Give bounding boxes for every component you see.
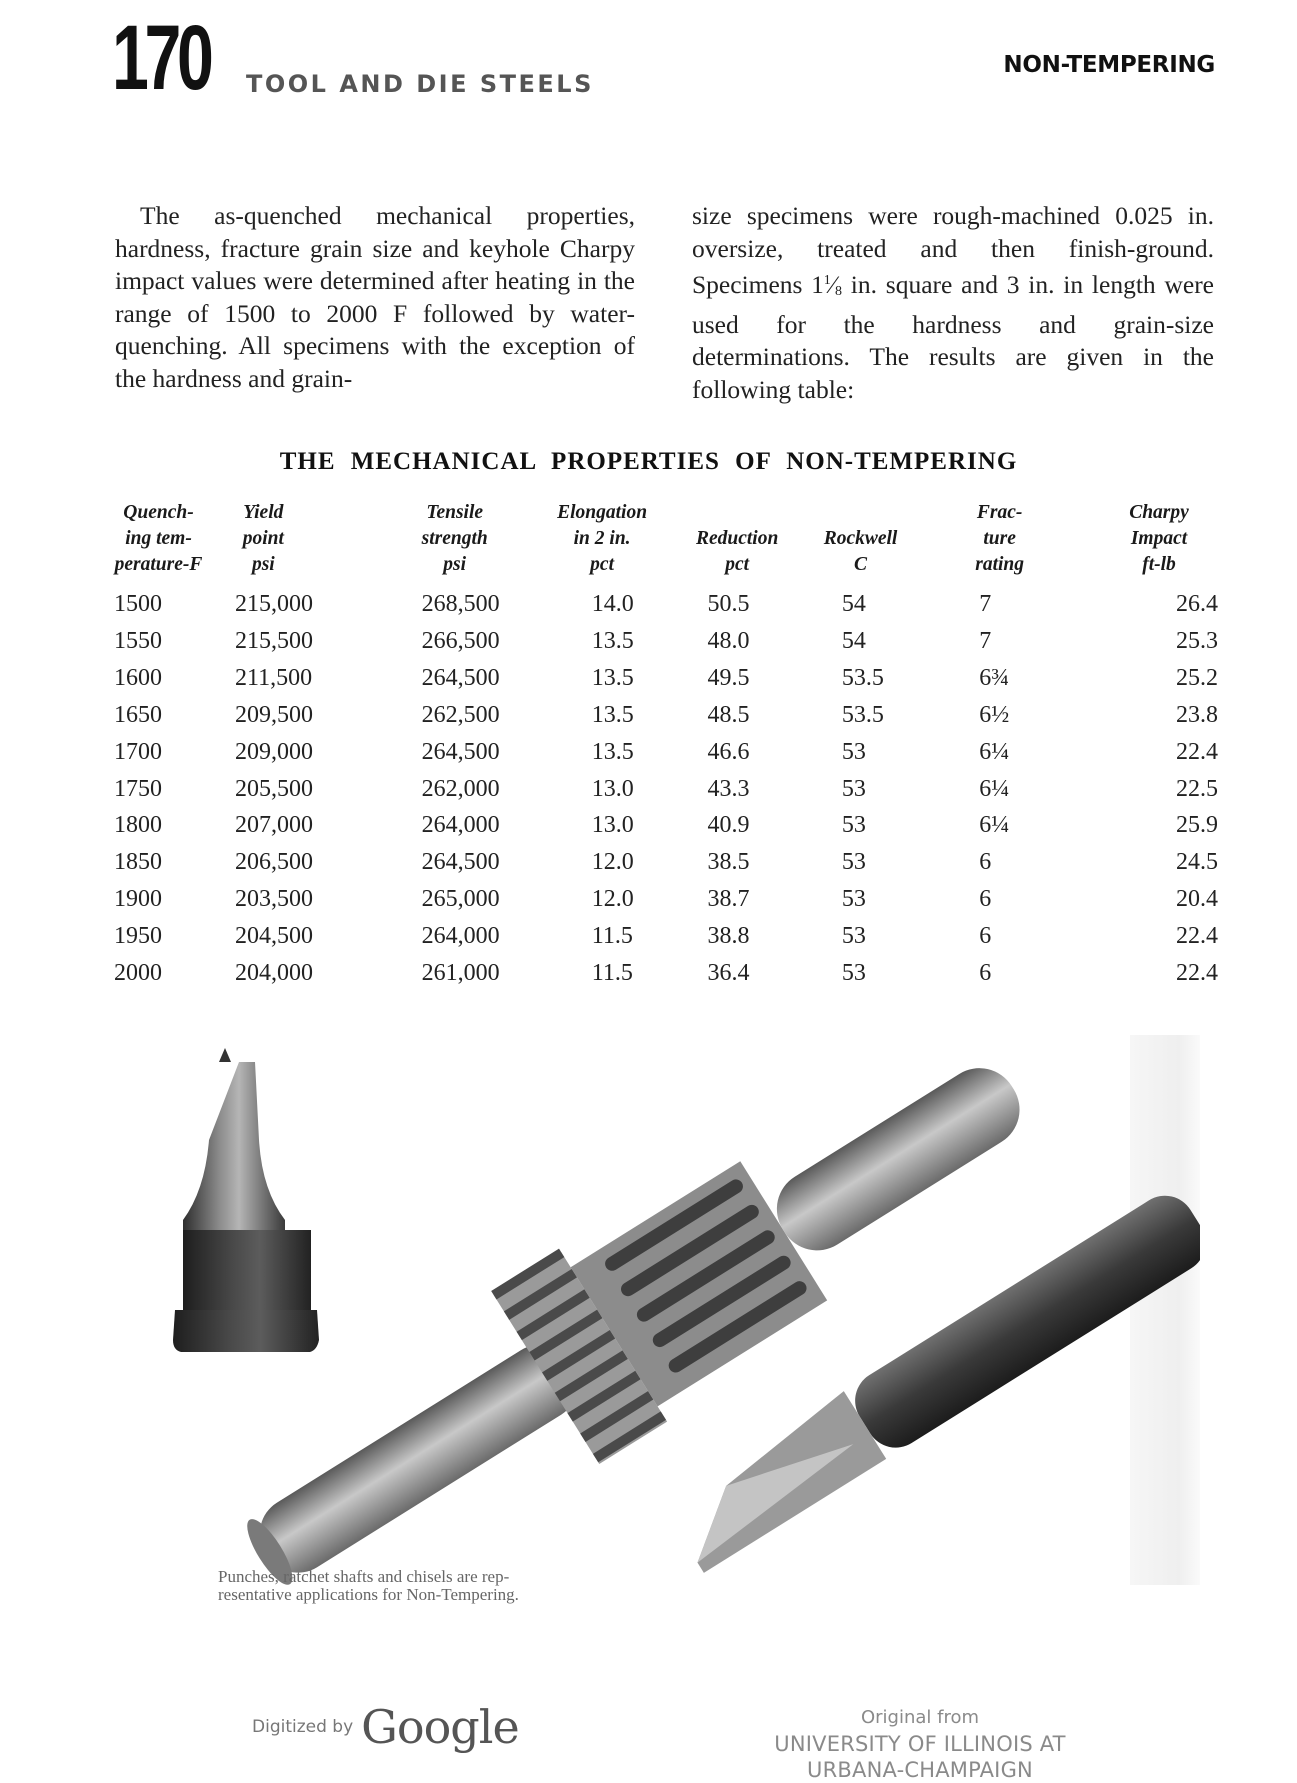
cell-yield-point: 215,500 — [235, 627, 314, 654]
cell-rockwell-c: 53 — [841, 775, 866, 802]
column-header-line: in 2 in. — [573, 528, 631, 549]
body-paragraph-left: The as-quenched mechanical properties, hardness, fracture grain size and keyhole Charpy impact values were determined after heating in the range of 1500 to 2000 F followed by water-quenching. All specimens with the exception of the hardness and grain- — [115, 201, 635, 393]
table-row — [108, 697, 1218, 734]
paragraph-text: in. square and 3 in. in length were used for the hardness and grain-size determinations. The results are given in the following table: — [692, 270, 1214, 404]
table-row — [108, 734, 1218, 771]
column-header-line: Frac- — [976, 502, 1023, 523]
cell-elongation: 14.0 — [591, 591, 634, 617]
cell-fracture-rating: 6 — [979, 849, 992, 876]
cell-elongation: 13.0 — [591, 812, 634, 839]
cell-quenching-temperature: 1900 — [114, 886, 162, 913]
table-title: THE MECHANICAL PROPERTIES OF NON-TEMPERING — [279, 448, 1018, 475]
column-header-line: rating — [975, 554, 1025, 575]
cell-charpy-impact: 22.5 — [1176, 775, 1218, 802]
cell-quenching-temperature: 1700 — [114, 738, 162, 765]
table-row — [108, 881, 1218, 918]
cell-reduction: 38.7 — [707, 886, 750, 913]
cell-quenching-temperature: 1800 — [114, 812, 162, 839]
cell-quenching-temperature: 1950 — [114, 923, 162, 950]
section-heading: NON-TEMPERING — [1003, 52, 1215, 78]
column-header-reduction — [682, 500, 811, 586]
cell-quenching-temperature: 2000 — [114, 960, 162, 987]
column-header-line: Reduction — [695, 528, 779, 549]
cell-rockwell-c: 53.5 — [841, 664, 884, 691]
cell-tensile-strength: 264,000 — [421, 812, 500, 839]
column-header-line: ing tem- — [125, 528, 192, 549]
column-header-yield-point — [209, 500, 378, 586]
column-header-line: Rockwell — [823, 528, 898, 549]
cell-reduction: 48.5 — [707, 701, 750, 728]
digitized-by-label: Digitized by — [252, 1717, 354, 1737]
cell-reduction: 49.5 — [707, 664, 750, 691]
digitized-by-google — [252, 1700, 519, 1754]
cell-fracture-rating: 6½ — [979, 701, 1010, 728]
column-header-line: Tensile — [426, 502, 484, 523]
cell-quenching-temperature: 1850 — [114, 849, 162, 876]
cell-elongation: 13.0 — [591, 775, 634, 802]
cell-yield-point: 209,000 — [235, 738, 314, 765]
cell-reduction: 46.6 — [707, 738, 750, 765]
page-number: 170 — [112, 7, 210, 109]
table-row — [108, 623, 1218, 660]
cell-elongation: 13.5 — [591, 664, 634, 691]
cell-charpy-impact: 25.3 — [1176, 627, 1218, 654]
table-row — [108, 955, 1218, 992]
cell-charpy-impact: 20.4 — [1176, 886, 1218, 913]
figure-caption — [218, 1568, 519, 1604]
cell-tensile-strength: 264,000 — [421, 923, 500, 950]
cell-rockwell-c: 54 — [841, 591, 866, 617]
tools-photograph — [145, 1030, 1200, 1585]
fraction-numerator: 1 — [823, 273, 831, 289]
cell-quenching-temperature: 1500 — [114, 591, 162, 617]
cell-yield-point: 206,500 — [235, 849, 314, 876]
punch-tool — [173, 1048, 319, 1352]
cell-elongation: 13.5 — [591, 738, 634, 765]
column-header-line: pct — [725, 554, 750, 575]
ratchet-shaft — [205, 1030, 1066, 1585]
cell-quenching-temperature: 1600 — [114, 664, 162, 691]
table-header-row — [108, 500, 1218, 586]
institution-name: URBANA-CHAMPAIGN — [807, 1758, 1033, 1782]
original-source — [700, 1705, 1140, 1783]
column-header-rockwell-c — [812, 500, 949, 586]
cell-fracture-rating: 6¾ — [979, 664, 1010, 691]
caption-line: resentative applications for Non-Tempering. — [218, 1585, 519, 1604]
running-head: TOOL AND DIE STEELS — [246, 70, 594, 98]
cell-reduction: 50.5 — [707, 591, 750, 617]
column-header-line: ture — [983, 528, 1016, 549]
cell-reduction: 40.9 — [707, 812, 750, 839]
fraction-denominator: 8 — [834, 284, 842, 300]
cell-yield-point: 204,000 — [235, 960, 314, 987]
table-row — [108, 844, 1218, 881]
column-header-line — [682, 500, 791, 526]
column-header-line: point — [242, 528, 284, 549]
table-row — [108, 660, 1218, 697]
column-header-line: C — [854, 554, 868, 575]
cell-yield-point: 209,500 — [235, 701, 314, 728]
cell-tensile-strength: 262,500 — [421, 701, 500, 728]
cell-fracture-rating: 6 — [979, 960, 992, 987]
cell-fracture-rating: 6¼ — [979, 738, 1010, 765]
cell-fracture-rating: 6 — [979, 886, 992, 913]
cell-reduction: 43.3 — [707, 775, 750, 802]
cell-tensile-strength: 268,500 — [421, 591, 500, 617]
cell-quenching-temperature: 1650 — [114, 701, 162, 728]
cell-charpy-impact: 25.2 — [1176, 664, 1218, 691]
cell-charpy-impact: 25.9 — [1176, 812, 1218, 839]
cell-yield-point: 205,500 — [235, 775, 314, 802]
column-header-tensile-strength — [378, 500, 542, 586]
google-logo: Google — [361, 1700, 519, 1754]
institution-name: UNIVERSITY OF ILLINOIS AT — [774, 1732, 1066, 1756]
cell-tensile-strength: 265,000 — [421, 886, 500, 913]
cell-rockwell-c: 53 — [841, 960, 866, 987]
table-row — [108, 586, 1218, 623]
column-header-charpy-impact — [1120, 500, 1218, 586]
cell-tensile-strength: 261,000 — [421, 960, 500, 987]
cell-tensile-strength: 264,500 — [421, 849, 500, 876]
cell-charpy-impact: 26.4 — [1176, 591, 1218, 617]
cell-charpy-impact: 22.4 — [1176, 960, 1218, 987]
cell-rockwell-c: 53 — [841, 886, 866, 913]
cell-quenching-temperature: 1550 — [114, 627, 162, 654]
cell-quenching-temperature: 1750 — [114, 775, 162, 802]
column-header-line: strength — [421, 528, 488, 549]
cell-rockwell-c: 53 — [841, 849, 866, 876]
original-from-label: Original from — [860, 1707, 980, 1728]
cell-elongation: 13.5 — [591, 627, 634, 654]
column-header-line: Charpy — [1129, 502, 1189, 523]
cell-elongation: 11.5 — [591, 960, 633, 987]
cell-elongation: 12.0 — [591, 886, 634, 913]
cell-rockwell-c: 53 — [841, 738, 866, 765]
cell-fracture-rating: 7 — [979, 627, 992, 654]
table-row — [108, 918, 1218, 955]
cell-charpy-impact: 22.4 — [1176, 923, 1218, 950]
column-header-line: Quench- — [123, 502, 194, 523]
column-header-quenching-temperature — [108, 500, 209, 586]
cell-fracture-rating: 6¼ — [979, 775, 1010, 802]
mechanical-properties-table — [108, 500, 1218, 992]
cell-tensile-strength: 264,500 — [421, 664, 500, 691]
column-header-line: Yield — [243, 502, 284, 523]
cell-elongation: 11.5 — [591, 923, 633, 950]
column-header-line: perature-F — [114, 554, 203, 575]
column-header-line: psi — [251, 554, 275, 575]
cell-elongation: 13.5 — [591, 701, 634, 728]
cell-yield-point: 215,000 — [235, 591, 314, 617]
table-row — [108, 807, 1218, 844]
cell-fracture-rating: 6¼ — [979, 812, 1010, 839]
cell-fracture-rating: 7 — [979, 591, 992, 617]
paragraph-text: size specimens were rough-machined 0.025 in. oversize, treated and then finish-ground. Specimens — [692, 201, 1214, 300]
fraction: $1^1⁄_8$ — [811, 272, 842, 300]
cell-rockwell-c: 53.5 — [841, 701, 884, 728]
table-body — [108, 586, 1218, 992]
column-header-fracture-rating — [949, 500, 1120, 586]
column-header-line: Impact — [1130, 528, 1188, 549]
cell-charpy-impact: 22.4 — [1176, 738, 1218, 765]
body-paragraph-right — [692, 200, 1214, 407]
fraction-whole: 1 — [811, 272, 824, 300]
cell-rockwell-c: 54 — [841, 627, 866, 654]
column-header-line — [812, 500, 909, 526]
column-header-line: psi — [443, 554, 467, 575]
cell-yield-point: 207,000 — [235, 812, 314, 839]
cell-charpy-impact: 23.8 — [1176, 701, 1218, 728]
column-header-line: Elongation — [557, 502, 648, 523]
cell-reduction: 36.4 — [707, 960, 750, 987]
cell-yield-point: 204,500 — [235, 923, 314, 950]
column-header-elongation — [542, 500, 683, 586]
cell-fracture-rating: 6 — [979, 923, 992, 950]
cell-rockwell-c: 53 — [841, 923, 866, 950]
cell-charpy-impact: 24.5 — [1176, 849, 1218, 876]
cell-reduction: 48.0 — [707, 627, 750, 654]
cell-tensile-strength: 264,500 — [421, 738, 500, 765]
column-header-line: ft-lb — [1142, 554, 1176, 575]
cell-tensile-strength: 262,000 — [421, 775, 500, 802]
cell-reduction: 38.8 — [707, 923, 750, 950]
cell-tensile-strength: 266,500 — [421, 627, 500, 654]
cell-reduction: 38.5 — [707, 849, 750, 876]
cell-yield-point: 211,500 — [235, 664, 313, 691]
cell-yield-point: 203,500 — [235, 886, 314, 913]
cell-elongation: 12.0 — [591, 849, 634, 876]
caption-line: Punches, ratchet shafts and chisels are rep- — [218, 1567, 510, 1586]
column-header-line: pct — [590, 554, 614, 575]
cell-rockwell-c: 53 — [841, 812, 866, 839]
table-row — [108, 771, 1218, 808]
